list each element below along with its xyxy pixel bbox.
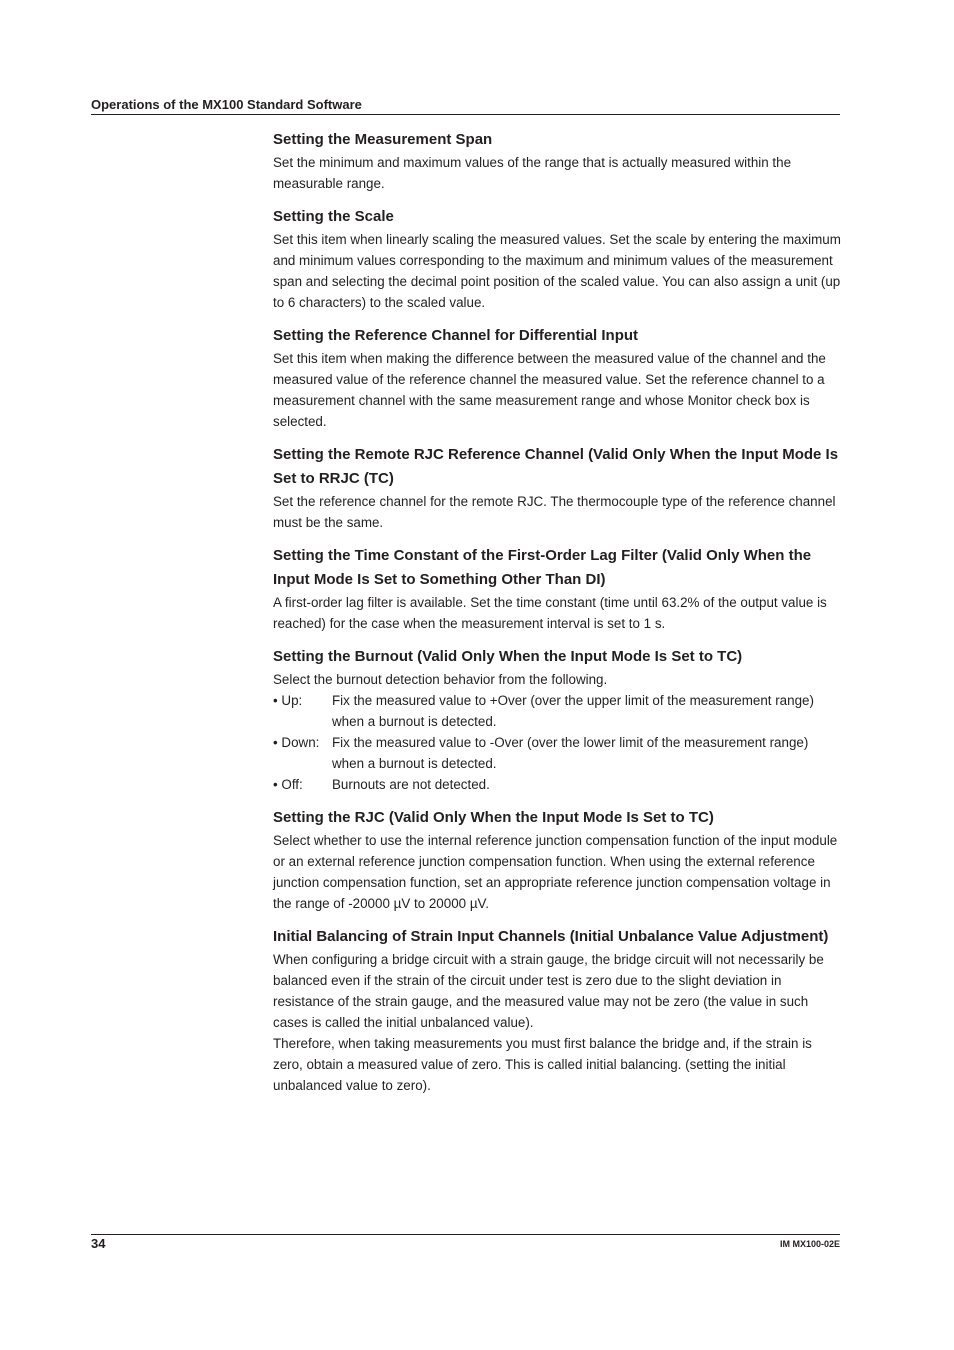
section-paragraph: Set the minimum and maximum values of the range that is actually measured within the measurable range. [273,155,792,191]
section-initial-balancing [273,925,843,1096]
section-heading: Setting the Measurement Span [273,131,493,148]
page-content [273,128,843,1107]
section-heading: Setting the Remote RJC Reference Channel (Valid Only When the Input Mode Is Set to RRJC (TC) [273,446,839,487]
section-paragraph: A first-order lag filter is available. Set the time constant (time until 63.2% of the output value is reached) for the case when the measurement interval is set to 1 s. [273,595,827,631]
list-item [273,690,843,732]
section-heading: Setting the Time Constant of the First-Order Lag Filter (Valid Only When the Input Mode Is Set to Something Other Than DI) [273,547,812,588]
bullet-term: • Off: [273,777,303,792]
section-paragraph: Set the reference channel for the remote RJC. The thermocouple type of the reference channel must be the same. [273,494,836,530]
section-reference-channel [273,324,843,432]
bullet-term: • Down: [273,735,320,750]
document-id: IM MX100-02E [779,1239,840,1249]
section-remote-rjc [273,443,843,533]
section-lag-filter [273,544,843,634]
section-heading: Initial Balancing of Strain Input Channels (Initial Unbalance Value Adjustment) [273,928,829,945]
burnout-options-list [273,690,843,795]
section-heading: Setting the Scale [273,208,394,225]
page-number: 34 [91,1236,106,1251]
section-rjc [273,806,843,914]
bullet-description: Burnouts are not detected. [332,777,490,792]
list-item [273,732,843,774]
section-paragraph: Select the burnout detection behavior from the following. [273,672,608,687]
section-paragraph: Set this item when linearly scaling the measured values. Set the scale by entering the maximum and minimum values corresponding to the maximum and minimum values of the measurement span and selecting the decimal point position of the scaled value. You can also assign a unit (up to 6 characters) to the scaled value. [273,232,841,310]
list-item [273,774,843,795]
section-heading: Setting the Reference Channel for Differential Input [273,327,639,344]
section-paragraph: When configuring a bridge circuit with a strain gauge, the bridge circuit will not necessarily be balanced even if the strain of the circuit under test is zero due to the slight deviation in resistance of the strain gauge, and the measured value may not be zero (the value in such cases is called the initial unbalanced value). [273,952,824,1030]
section-measurement-span [273,128,843,194]
section-heading: Setting the RJC (Valid Only When the Input Mode Is Set to TC) [273,809,714,826]
section-paragraph: Set this item when making the difference between the measured value of the channel and the measured value of the reference channel the measured value. Set the reference channel to a measurement channel with the same measurement range and whose Monitor check box is selected. [273,351,826,429]
running-header: Operations of the MX100 Standard Software [91,97,840,115]
section-heading: Setting the Burnout (Valid Only When the Input Mode Is Set to TC) [273,648,743,665]
section-burnout [273,645,843,795]
bullet-description: Fix the measured value to -Over (over the lower limit of the measurement range) when a burnout is detected. [332,735,809,771]
section-paragraph: Select whether to use the internal reference junction compensation function of the input module or an external reference junction compensation function. When using the external reference junction compensation function, set an appropriate reference junction compensation voltage in the range of -20000 µV to 20000 µV. [273,833,838,911]
section-scale [273,205,843,313]
bullet-description: Fix the measured value to +Over (over the upper limit of the measurement range) when a burnout is detected. [332,693,814,729]
footer-divider [91,1234,840,1235]
section-paragraph: Therefore, when taking measurements you must first balance the bridge and, if the strain is zero, obtain a measured value of zero. This is called initial balancing. (setting the initial unbalanced value to zero). [273,1036,812,1093]
bullet-term: • Up: [273,693,303,708]
